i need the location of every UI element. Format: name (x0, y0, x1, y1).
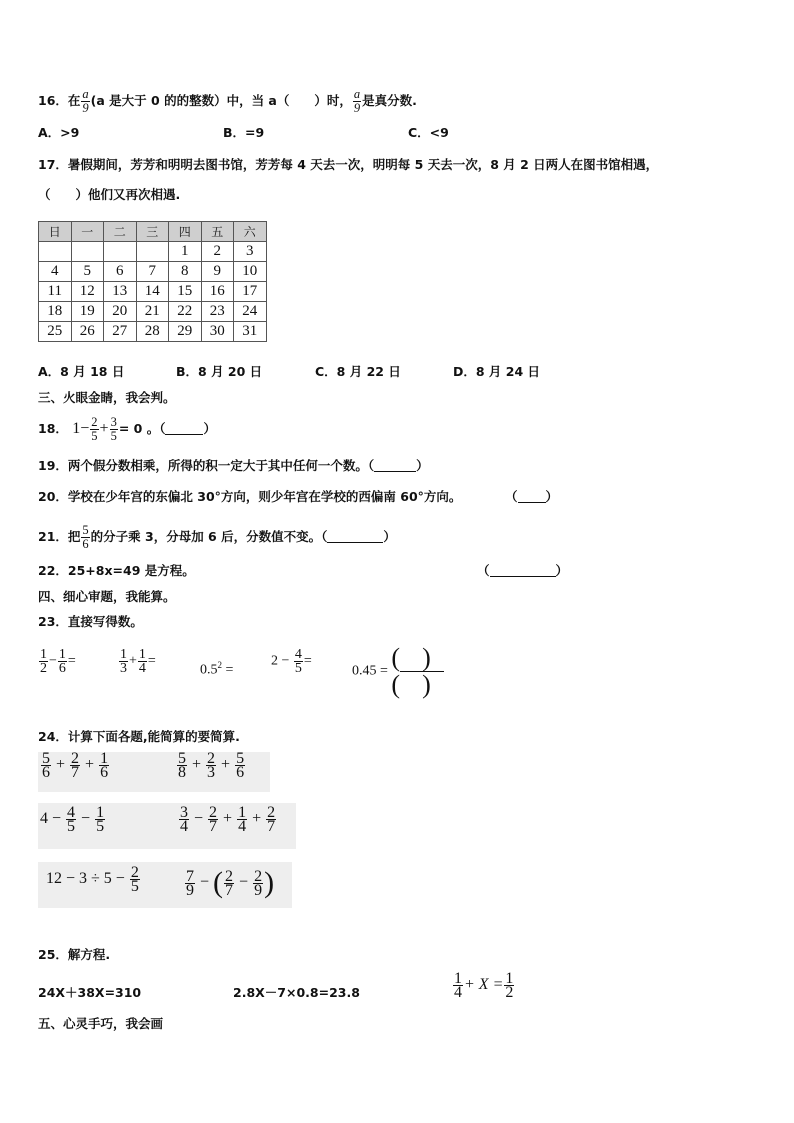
operator: + (192, 756, 202, 774)
calendar-day: 7 (136, 262, 169, 282)
calendar-day: 26 (71, 322, 104, 342)
fraction (235, 752, 245, 779)
calendar-day: 23 (201, 302, 234, 322)
fraction (294, 648, 303, 675)
fraction-denominator: 7 (267, 818, 276, 835)
calendar-week-row (39, 302, 267, 322)
option-c: C．8 月 22 日 (315, 364, 401, 379)
paren-open: （ (505, 489, 518, 504)
fraction-numerator: 7 (186, 867, 194, 885)
fraction (177, 752, 187, 779)
calc-expr-2a (40, 806, 106, 833)
fraction-numerator: 1 (120, 647, 127, 662)
fraction-denominator: 6 (236, 764, 245, 781)
fraction-numerator: 2 (267, 804, 276, 821)
answer-paren (477, 563, 568, 579)
fraction-numerator: 4 (67, 804, 76, 821)
fraction-numerator: 5 (178, 750, 186, 767)
operator: − (49, 653, 57, 669)
question-text: 19．两个假分数相乘，所得的积一定大于其中任何一个数。（ (38, 458, 375, 473)
calendar-week-row (39, 322, 267, 342)
weekday-header: 六 (234, 222, 267, 242)
fraction (39, 648, 48, 675)
calc-expr-3b (184, 866, 274, 900)
calendar-day: 2 (201, 242, 234, 262)
question-17-line2: （ ）他们又再次相遇. (38, 187, 181, 202)
fraction-denominator: 6 (58, 661, 66, 676)
option-d: D．8 月 24 日 (453, 364, 541, 379)
fraction (99, 752, 109, 779)
question-number: 16． (38, 93, 68, 108)
fraction-denominator: 2 (505, 984, 514, 1001)
calendar-day: 8 (169, 262, 202, 282)
operator: + (129, 653, 137, 669)
fraction-denominator: 5 (67, 818, 76, 835)
calendar-day: 30 (201, 322, 234, 342)
question-20 (38, 489, 461, 505)
fraction-numerator: 2 (207, 750, 216, 767)
fraction-numerator: 1 (238, 804, 247, 821)
equals-sign: = (67, 653, 76, 669)
expression-part: 2 − (271, 653, 290, 669)
fraction-denominator: 4 (138, 661, 146, 676)
option-c: C．<9 (408, 125, 449, 140)
fraction-denominator: 9 (186, 881, 194, 899)
option-b: B．=9 (223, 125, 265, 140)
fraction (185, 867, 195, 899)
fraction (138, 648, 147, 675)
calendar-day (136, 242, 169, 262)
calc-expr-1b (176, 752, 246, 779)
option-a: A．8 月 18 日 (38, 364, 125, 379)
weekday-header: 三 (136, 222, 169, 242)
operator: − (239, 873, 249, 891)
fraction-denominator: 9 (254, 881, 263, 899)
operator: + (85, 756, 95, 774)
paren-open: （ (477, 563, 490, 578)
calendar-day: 17 (234, 282, 267, 302)
fraction-a-over-9 (353, 88, 361, 115)
question-text: 的分子乘 3，分母加 6 后，分数值不变。（ (90, 529, 328, 544)
fraction-numerator: 1 (100, 750, 109, 767)
calendar-day: 21 (136, 302, 169, 322)
weekday-header: 四 (169, 222, 202, 242)
question-23-title: 23．直接写得数。 (38, 614, 143, 629)
fraction (453, 972, 463, 999)
fraction-numerator: 5 (42, 750, 50, 767)
fraction (206, 752, 216, 779)
mental-math-expr-5 (352, 645, 453, 698)
calendar-day: 12 (71, 282, 104, 302)
fraction-numerator: 1 (40, 647, 47, 662)
fraction (224, 867, 234, 899)
question-text: (a 是大于 0 的的整数）中，当 a（ ）时， (90, 93, 352, 108)
operator: − (200, 873, 210, 891)
fraction-numerator: 5 (236, 750, 245, 767)
fraction-denominator: 9 (82, 101, 89, 115)
question-16 (38, 88, 417, 115)
weekday-header: 二 (104, 222, 137, 242)
fraction-numerator: a (353, 87, 361, 101)
option-b: B．8 月 20 日 (176, 364, 263, 379)
calendar-day: 16 (201, 282, 234, 302)
fraction-denominator: 6 (82, 537, 89, 551)
operator: − (81, 810, 91, 828)
fraction-a-over-9 (81, 88, 89, 115)
fraction (58, 648, 67, 675)
calendar-day: 24 (234, 302, 267, 322)
fraction-numerator: 1 (454, 970, 462, 987)
calc-expr-2b (178, 806, 277, 833)
paren-close: ） (545, 489, 559, 504)
paren-close: ） (383, 529, 396, 544)
fraction-denominator: 6 (100, 764, 109, 781)
calendar-day: 18 (39, 302, 72, 322)
fraction (253, 867, 263, 899)
fraction-numerator: 4 (294, 647, 302, 662)
denominator-paren: () (391, 670, 453, 699)
fraction (66, 806, 76, 833)
expression-part: 0.45 = (352, 663, 388, 679)
operator: + (252, 810, 262, 828)
expression-part: 1− (72, 420, 90, 437)
fraction (81, 524, 89, 551)
mental-math-expr-2 (118, 648, 156, 675)
fraction-numerator: 1 (505, 970, 514, 987)
fraction (208, 806, 218, 833)
question-25-title: 25．解方程. (38, 947, 111, 962)
weekday-header: 一 (71, 222, 104, 242)
calendar-day: 11 (39, 282, 72, 302)
calendar-day: 5 (71, 262, 104, 282)
operator: + (56, 756, 66, 774)
question-text: 是真分数. (362, 93, 417, 108)
paren-open: ( (213, 866, 224, 899)
fraction-numerator: 2 (71, 750, 80, 767)
numerator-paren: () (391, 643, 453, 672)
answer-blank[interactable] (374, 459, 416, 472)
question-text: 20．学校在少年宫的东偏北 30°方向，则少年宫在学校的西偏南 60°方向。 (38, 489, 462, 504)
calendar-day: 25 (39, 322, 72, 342)
question-18 (38, 416, 216, 443)
august-calendar (38, 221, 267, 342)
question-21 (38, 524, 396, 551)
answer-blank[interactable] (490, 564, 556, 577)
fraction-denominator: 5 (96, 818, 105, 835)
equation-1: 24X＋38X=310 (38, 985, 142, 1000)
fraction-denominator: 5 (91, 429, 98, 443)
fraction (95, 806, 105, 833)
equals-sign: = (303, 653, 312, 669)
fraction (90, 416, 98, 443)
calendar-day: 6 (104, 262, 137, 282)
operator: − (194, 810, 204, 828)
mental-math-expr-3 (200, 660, 233, 679)
calendar-week-row (39, 242, 267, 262)
fraction (504, 972, 514, 999)
calendar-day: 1 (169, 242, 202, 262)
operator: + (223, 810, 233, 828)
fraction-denominator: 4 (454, 984, 462, 1001)
fraction (266, 806, 276, 833)
question-22 (38, 563, 195, 579)
fraction-numerator: 1 (96, 804, 105, 821)
calendar-day: 15 (169, 282, 202, 302)
fraction-denominator: 8 (178, 764, 186, 781)
calendar-day: 31 (234, 322, 267, 342)
expression-part: + X = (464, 976, 504, 994)
fraction-numerator: 2 (91, 415, 98, 429)
fraction-numerator: 3 (110, 415, 117, 429)
power-base: 0.5 (200, 662, 218, 678)
fraction-denominator: 3 (207, 764, 216, 781)
section-heading-5: 五、心灵手巧，我会画 (38, 1016, 164, 1031)
calendar-day: 27 (104, 322, 137, 342)
calendar-week-row (39, 282, 267, 302)
option-a: A．>9 (38, 125, 80, 140)
fraction (130, 866, 140, 893)
answer-blank[interactable] (327, 530, 383, 543)
answer-paren (505, 489, 558, 505)
fraction-denominator: 7 (209, 818, 218, 835)
question-text: 22．25+8x=49 是方程。 (38, 563, 195, 578)
operator: + (99, 420, 109, 437)
fraction (41, 752, 51, 779)
expression-part: 12 − 3 ÷ 5 − (46, 870, 125, 888)
fraction-numerator: 2 (130, 864, 139, 881)
equation-2: 2.8X－7×0.8=23.8 (233, 985, 360, 1000)
question-number: 18． (38, 421, 68, 436)
mental-math-expr-1 (38, 648, 76, 675)
fraction-numerator: 5 (82, 523, 89, 537)
paren-close: ） (555, 563, 569, 578)
calendar-day: 9 (201, 262, 234, 282)
fraction-numerator: a (82, 87, 89, 101)
calendar-day (39, 242, 72, 262)
fraction-answer-box[interactable] (391, 645, 452, 698)
calendar-day: 10 (234, 262, 267, 282)
calendar-day: 3 (234, 242, 267, 262)
expression-part: 4 − (40, 810, 62, 828)
calc-expr-3a (46, 866, 141, 893)
fraction-numerator: 3 (180, 804, 188, 821)
fraction (70, 752, 80, 779)
question-text: 在 (67, 93, 81, 108)
equals-sign: = (222, 662, 234, 678)
fraction-denominator: 9 (353, 101, 361, 115)
fraction-denominator: 4 (180, 818, 188, 835)
fraction (237, 806, 247, 833)
answer-blank[interactable] (165, 422, 203, 435)
fraction-denominator: 5 (294, 661, 302, 676)
calendar-day: 13 (104, 282, 137, 302)
question-19 (38, 458, 429, 474)
fraction-denominator: 7 (225, 881, 234, 899)
fraction-numerator: 1 (58, 647, 66, 662)
fraction-numerator: 1 (138, 647, 146, 662)
fraction-denominator: 5 (130, 878, 139, 895)
paren-close: ） (416, 458, 429, 473)
fraction-denominator: 5 (110, 429, 117, 443)
calendar-week-row (39, 262, 267, 282)
calendar-day: 14 (136, 282, 169, 302)
calendar-day (71, 242, 104, 262)
calendar-day: 28 (136, 322, 169, 342)
fraction (179, 806, 189, 833)
weekday-header: 日 (39, 222, 72, 242)
calendar-day: 20 (104, 302, 137, 322)
calc-expr-1a (40, 752, 110, 779)
paren-close: ） (203, 421, 216, 436)
answer-blank[interactable] (518, 490, 546, 503)
fraction-numerator: 2 (225, 867, 234, 885)
fraction-numerator: 2 (209, 804, 218, 821)
question-17-line1: 17．暑假期间，芳芳和明明去图书馆，芳芳每 4 天去一次，明明每 5 天去一次，8 月 2 日两人在图书馆相遇， (38, 157, 659, 172)
section-heading-4: 四、细心审题，我能算。 (38, 589, 176, 604)
mental-math-expr-4 (271, 648, 312, 675)
calendar-header-row (39, 222, 267, 242)
fraction-denominator: 6 (42, 764, 50, 781)
fraction (110, 416, 118, 443)
fraction-denominator: 7 (71, 764, 80, 781)
paren-close: ) (264, 866, 275, 899)
question-24-title: 24．计算下面各题,能简算的要简算. (38, 729, 240, 744)
calendar-day: 19 (71, 302, 104, 322)
calendar-day: 4 (39, 262, 72, 282)
power-exponent: 2 (217, 660, 222, 670)
fraction-denominator: 3 (120, 661, 127, 676)
fraction-denominator: 2 (40, 661, 47, 676)
question-text: 21．把 (38, 529, 81, 544)
calendar-day (104, 242, 137, 262)
expression-part: = 0 。（ (118, 421, 166, 436)
equals-sign: = (147, 653, 156, 669)
section-heading-3: 三、火眼金睛，我会判。 (38, 390, 176, 405)
calendar-day: 29 (169, 322, 202, 342)
fraction-denominator: 4 (238, 818, 247, 835)
fraction (119, 648, 128, 675)
calendar-day: 22 (169, 302, 202, 322)
equation-3 (452, 972, 515, 999)
operator: + (221, 756, 231, 774)
fraction-numerator: 2 (254, 867, 263, 885)
weekday-header: 五 (201, 222, 234, 242)
